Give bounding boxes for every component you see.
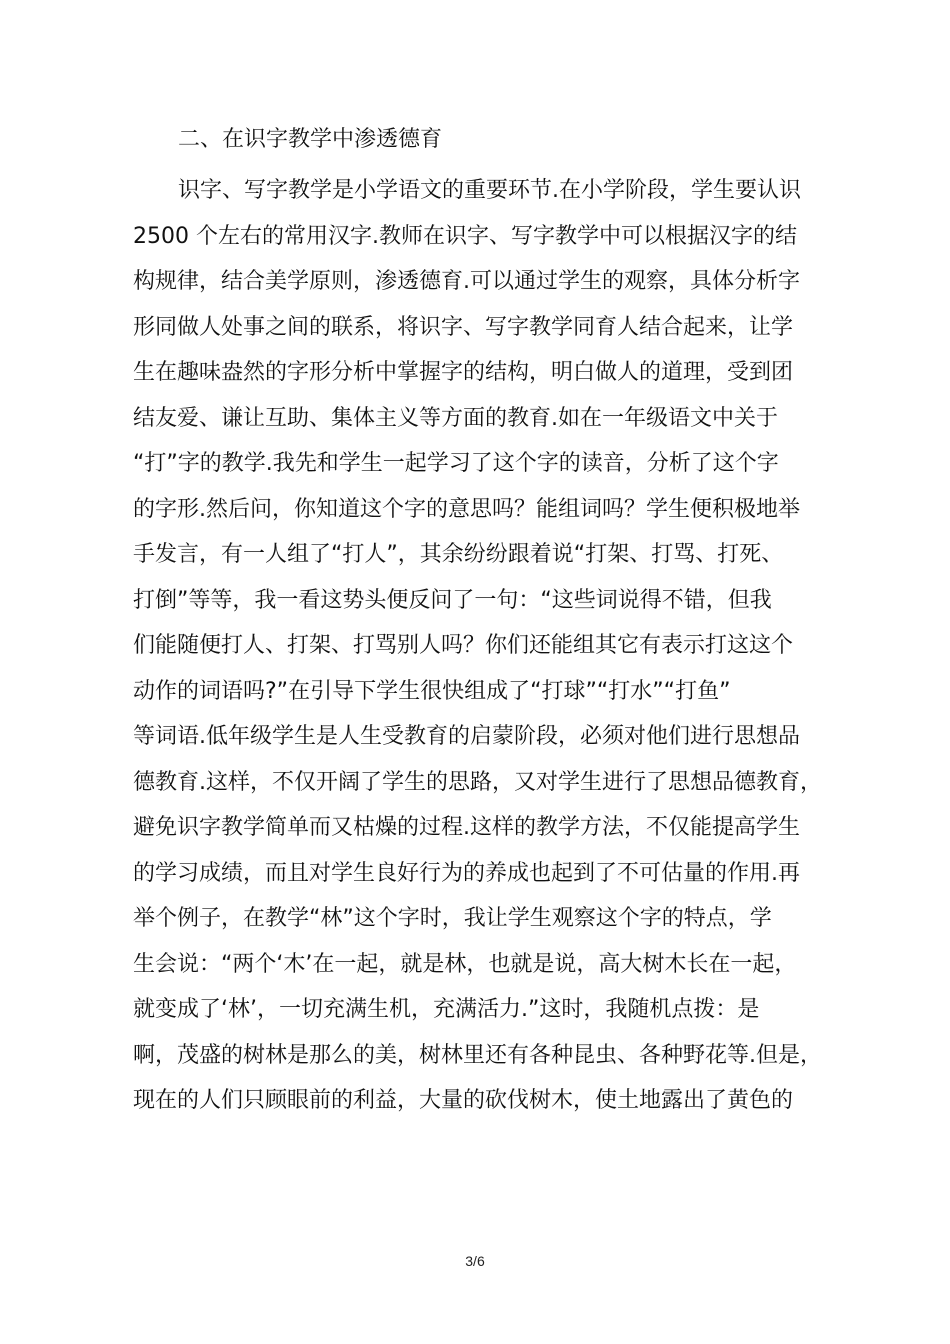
paragraph-line: 现在的人们只顾眼前的利益，大量的砍伐树木，使土地露出了黄色的 — [133, 1088, 794, 1113]
paragraph-line: 生会说：“两个‘木’在一起，就是林，也就是说，高大树木长在一起， — [133, 951, 797, 977]
paragraph-line: “打”字的教学.我先和学生一起学习了这个字的读音，分析了这个字 — [133, 451, 779, 476]
paragraph-line: 们能随便打人、打架、打骂别人吗？你们还能组其它有表示打这这个 — [133, 633, 794, 658]
paragraph-line: 结友爱、谦让互助、集体主义等方面的教育.如在一年级语文中关于 — [133, 405, 778, 431]
paragraph-line: 啊，茂盛的树林是那么的美，树林里还有各种昆虫、各种野花等.但是， — [133, 1042, 822, 1068]
paragraph-line: 手发言，有一人组了“打人”，其余纷纷跟着说“打架、打骂、打死、 — [133, 542, 784, 567]
paragraph-line: 打倒”等等，我一看这势头便反问了一句：“这些词说得不错，但我 — [133, 587, 772, 613]
paragraph-line: 的学习成绩，而且对学生良好行为的养成也起到了不可估量的作用.再 — [133, 860, 800, 886]
paragraph-line: 识字、写字教学是小学语文的重要环节.在小学阶段，学生要认识 — [178, 178, 801, 203]
paragraph-line: 等词语.低年级学生是人生受教育的启蒙阶段，必须对他们进行思想品 — [133, 724, 800, 749]
paragraph-line: 2500 个左右的常用汉字.教师在识字、写字教学中可以根据汉字的结 — [133, 223, 797, 249]
paragraph-line: 的字形.然后问，你知道这个字的意思吗？能组词吗？学生便积极地举 — [133, 496, 800, 522]
page-number: 3/6 — [465, 1253, 485, 1269]
paragraph-line: 就变成了‘林’，一切充满生机，充满活力.”这时，我随机点拨：是 — [133, 997, 760, 1022]
paragraph-line: 构规律，结合美学原则，渗透德育.可以通过学生的观察，具体分析字 — [133, 269, 800, 294]
paragraph-line: 德教育.这样，不仅开阔了学生的思路，又对学生进行了思想品德教育， — [133, 769, 822, 795]
paragraph-line: 生在趣味盎然的字形分析中掌握字的结构，明白做人的道理，受到团 — [133, 360, 794, 385]
paragraph-body — [133, 168, 833, 1124]
paragraph-line: 避免识字教学简单而又枯燥的过程.这样的教学方法，不仅能提高学生 — [133, 815, 800, 840]
paragraph-line: 举个例子，在教学“林”这个字时，我让学生观察这个字的特点，学 — [133, 906, 772, 931]
section-heading: 二、在识字教学中渗透德育 — [178, 127, 443, 152]
paragraph-line: 动作的词语吗?”在引导下学生很快组成了“打球”“打水”“打鱼” — [133, 678, 731, 704]
paragraph-line: 形同做人处事之间的联系，将识字、写字教学同育人结合起来，让学 — [133, 314, 794, 340]
